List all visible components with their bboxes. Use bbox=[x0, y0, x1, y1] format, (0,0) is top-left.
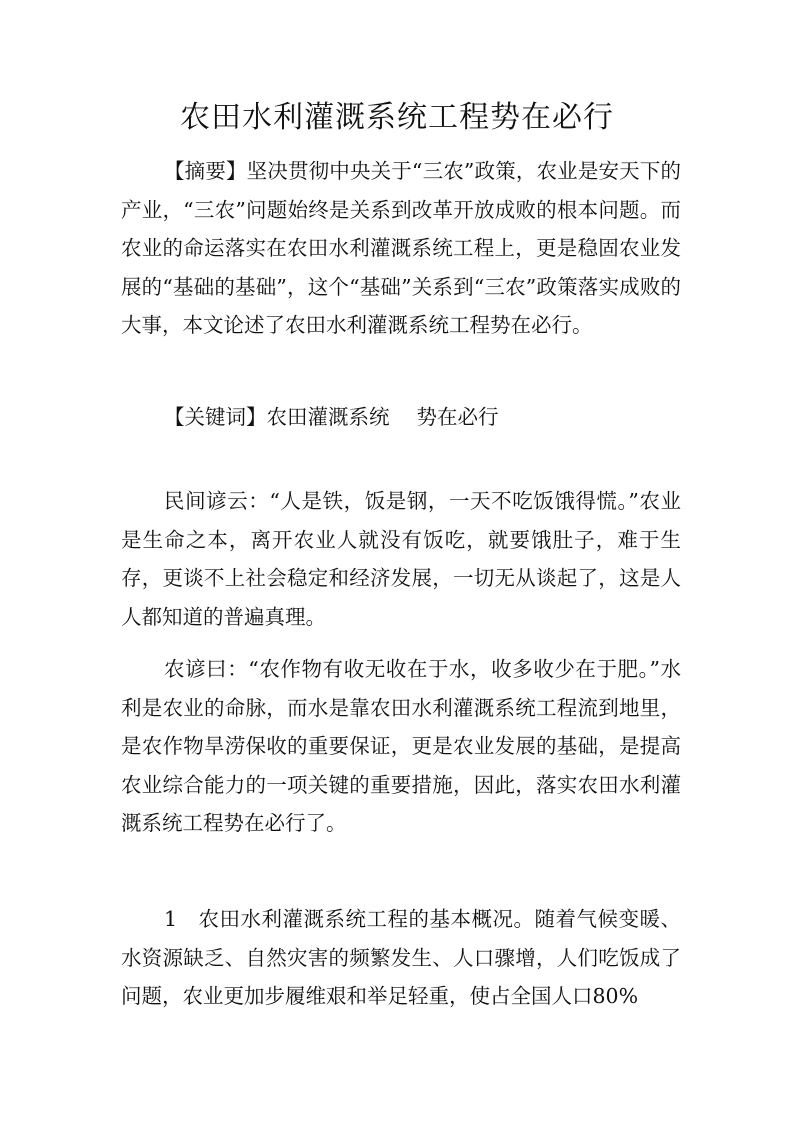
body-paragraph: 民间谚云：“人是铁，饭是钢，一天不吃饭饿得慌。”农业是生命之本，离开农业人就没有饭吃，就要饿肚子，难于生存，更谈不上社会稳定和经济发展，一切无从谈起了，这是人人都知道的普遍真理。 bbox=[121, 489, 681, 629]
abstract-paragraph: 【摘要】坚决贯彻中央关于“三农”政策，农业是安天下的产业，“三农”问题始终是关系到改革开放成败的根本问题。而农业的命运落实在农田水利灌溉系统工程上，更是稳固农业发展的“基础的基础”，这个“基础”关系到“三农”政策落实成败的大事，本文论述了农田水利灌溉系统工程势在必行。 bbox=[121, 159, 681, 338]
keywords-paragraph: 【关键词】农田灌溉系统 势在必行 bbox=[164, 405, 499, 429]
body-paragraph: 农谚曰：“农作物有收无收在于水，收多收少在于肥。”水利是农业的命脉，而水是靠农田水利灌溉系统工程流到地里，是农作物旱涝保收的重要保证，更是农业发展的基础，是提高农业综合能力的一项关键的重要措施，因此，落实农田水利灌溉系统工程势在必行了。 bbox=[121, 657, 681, 836]
section-1-paragraph: 1 农田水利灌溉系统工程的基本概况。随着气候变暖、水资源缺乏、自然灾害的频繁发生、人口骤增，人们吃饭成了问题，农业更加步履维艰和举足轻重，使占全国人口80% bbox=[121, 907, 681, 1009]
document-title: 农田水利灌溉系统工程势在必行 bbox=[180, 100, 614, 135]
